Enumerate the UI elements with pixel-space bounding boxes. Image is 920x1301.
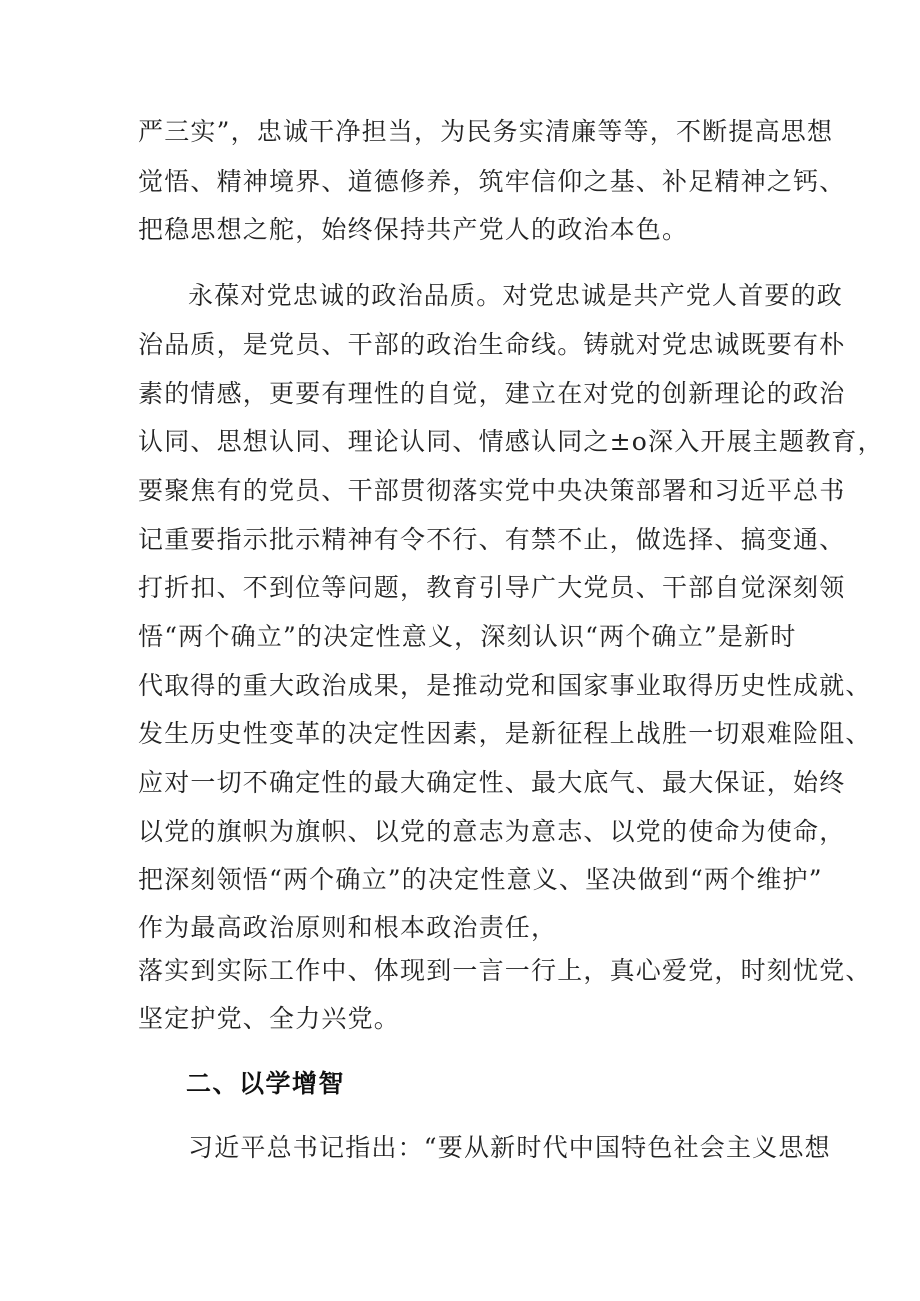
paragraph-2-line-5: 要聚焦有的党员、干部贯彻落实党中央决策部署和习近平总书 [138,476,846,505]
paragraph-2-line-10: 发生历史性变革的决定性因素，是新征程上战胜一切艰难险阻、 [138,719,872,748]
paragraph-2-line-14: 作为最高政治原则和根本政治责任， [138,913,558,942]
paragraph-1-line-3: 把稳思想之舵，始终保持共产党人的政治本色。 [138,215,689,244]
paragraph-2-line-13: 把深刻领悟“两个确立”的决定性意义、坚决做到“两个维护” [138,865,823,894]
paragraph-2-line-7: 打折扣、不到位等问题，教育引导广大党员、干部自觉深刻领 [138,573,846,602]
paragraph-2-line-16: 坚定护党、全力兴党。 [138,1004,401,1033]
paragraph-2-line-1: 永葆对党忠诚的政治品质。对党忠诚是共产党人首要的政 [188,281,844,310]
paragraph-2-line-6: 记重要指示批示精神有令不行、有禁不止，做选择、搞变通、 [138,525,846,554]
paragraph-1-line-2: 觉悟、精神境界、道德修养，筑牢信仰之基、补足精神之钙、 [138,167,846,196]
paragraph-2-line-9: 代取得的重大政治成果，是推动党和国家事业取得历史性成就、 [138,671,872,700]
paragraph-2-line-3: 素的情感，更要有理性的自觉，建立在对党的创新理论的政治 [138,379,846,408]
paragraph-2-line-8: 悟“两个确立”的决定性意义，深刻认识“两个确立”是新时 [138,622,797,651]
paragraph-2-line-12: 以党的旗帜为旗帜、以党的意志为意志、以党的使命为使命， [138,817,846,846]
paragraph-2-line-4: 认同、思想认同、理论认同、情感认同之±o深入开展主题教育， [138,427,884,456]
paragraph-2-line-2: 治品质，是党员、干部的政治生命线。铸就对党忠诚既要有朴 [138,330,846,359]
section-heading: 二、以学增智 [186,1069,346,1098]
paragraph-1-line-1: 严三实”，忠诚干净担当，为民务实清廉等等，不断提高思想 [138,117,834,146]
paragraph-3-line-1: 习近平总书记指出：“要从新时代中国特色社会主义思想 [188,1133,831,1162]
paragraph-2-line-15: 落实到实际工作中、体现到一言一行上，真心爱党，时刻忧党、 [138,956,872,985]
paragraph-2-line-11: 应对一切不确定性的最大确定性、最大底气、最大保证，始终 [138,768,846,797]
